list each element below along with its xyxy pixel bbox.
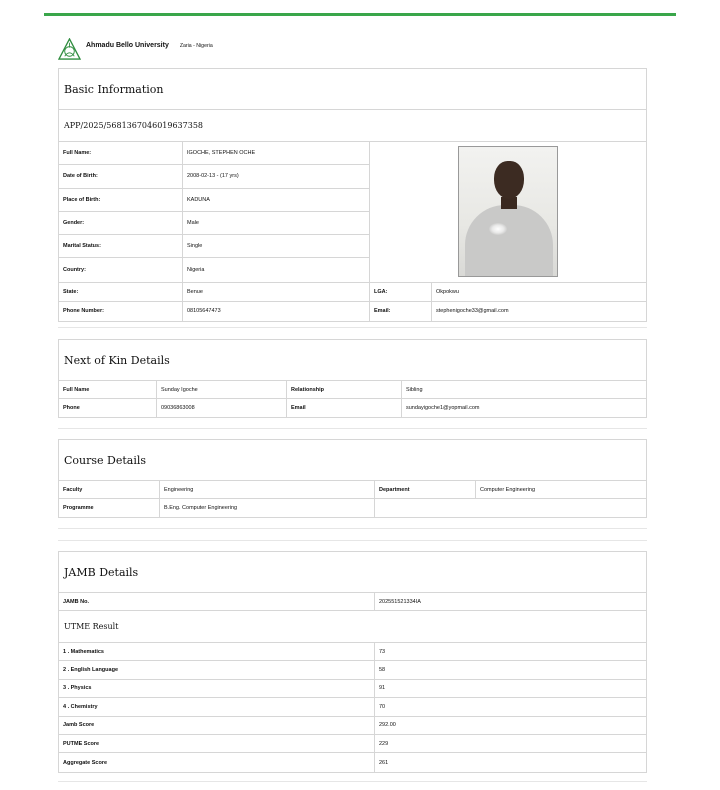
phone-email-row: [59, 302, 646, 321]
putme-score-label: PUTME Score: [59, 735, 375, 752]
info-row: [59, 165, 369, 188]
subject-label: 1 . Mathematics: [59, 643, 375, 660]
jamb-no-value: 202551521334IA: [379, 598, 421, 605]
kin-full-name-label: Full Name: [59, 381, 157, 398]
jamb-details-section: [58, 551, 647, 773]
divider: [58, 540, 647, 541]
field-label: Gender:: [59, 212, 183, 234]
course-details-section: [58, 439, 647, 518]
field-value: IGOCHE, STEPHEN OCHE: [187, 150, 256, 157]
kin-full-name-value: Sunday Igoche: [157, 381, 287, 398]
course-row: [59, 499, 646, 517]
empty-cell: [375, 499, 646, 517]
kin-email-value: sundayigoche1@yopmail.com: [406, 405, 480, 411]
subject-row: [59, 680, 646, 698]
kin-phone-label: Phone: [59, 399, 157, 417]
field-value: KADUNA: [187, 196, 210, 203]
phone-value: 08105647473: [183, 302, 370, 321]
programme-label: Programme: [59, 499, 160, 517]
putme-score-row: [59, 735, 646, 753]
kin-relationship-value: Sibling: [406, 386, 423, 393]
passport-photo: [458, 146, 558, 277]
subject-row: [59, 643, 646, 661]
email-label: Email:: [370, 302, 432, 321]
aggregate-score-row: [59, 753, 646, 771]
kin-email-label: Email: [287, 399, 402, 417]
info-row: [59, 258, 369, 281]
divider: [58, 781, 647, 782]
passport-photo-cell: [370, 142, 646, 281]
aggregate-score-label: Aggregate Score: [59, 753, 375, 771]
email-value: stephenigoche33@gmail.com: [436, 308, 509, 315]
state-lga-row: [59, 283, 646, 302]
subject-row: [59, 698, 646, 716]
subject-label: 3 . Physics: [59, 680, 375, 697]
info-row: [59, 212, 369, 235]
jamb-score-value: 292.00: [379, 722, 396, 729]
divider: [58, 528, 647, 529]
kin-phone-value: 09036863008: [157, 399, 287, 417]
field-value: Single: [187, 243, 203, 250]
course-row: [59, 481, 646, 499]
subject-label: 4 . Chemistry: [59, 698, 375, 715]
university-header: [58, 37, 213, 61]
subject-score: 70: [379, 703, 386, 710]
field-value: 2008-02-13 - (17 yrs): [187, 173, 239, 180]
subject-score: 58: [379, 667, 386, 674]
putme-score-value: 229: [379, 740, 389, 747]
programme-value: B.Eng. Computer Engineering: [160, 499, 375, 517]
university-name: Ahmadu Bello University: [86, 41, 169, 49]
info-row: [59, 189, 369, 212]
jamb-no-label: JAMB No.: [59, 593, 375, 610]
lga-label: LGA:: [370, 283, 432, 301]
application-number: APP/2025/568136704601963735​8: [59, 110, 646, 142]
kin-row: [59, 399, 646, 417]
department-value: Computer Engineering: [480, 486, 536, 493]
utme-result-title: UTME Result: [59, 611, 646, 643]
field-value: Nigeria: [187, 267, 205, 274]
section-title: Course Details: [59, 440, 646, 481]
basic-information-section: [58, 68, 647, 322]
divider: [58, 428, 647, 429]
field-label: Date of Birth:: [59, 165, 183, 187]
section-title: Next of Kin Details: [59, 340, 646, 381]
state-label: State:: [59, 283, 183, 301]
subject-score: 91: [379, 685, 386, 692]
section-title: Basic Information: [59, 69, 646, 110]
university-location: Zaria - Nigeria: [179, 43, 213, 49]
kin-relationship-label: Relationship: [287, 381, 402, 398]
top-accent-bar: [44, 13, 676, 16]
faculty-label: Faculty: [59, 481, 160, 498]
next-of-kin-section: [58, 339, 647, 418]
field-label: Full Name:: [59, 142, 183, 164]
section-title: JAMB Details: [59, 552, 646, 593]
field-value: Male: [187, 220, 199, 227]
jamb-score-label: Jamb Score: [59, 717, 375, 734]
divider: [58, 327, 647, 328]
subject-row: [59, 661, 646, 679]
state-value: Benue: [183, 283, 370, 301]
subject-label: 2 . English Language: [59, 661, 375, 678]
subject-score: 73: [379, 648, 386, 655]
phone-label: Phone Number:: [59, 302, 183, 321]
field-label: Country:: [59, 258, 183, 281]
field-label: Marital Status:: [59, 235, 183, 257]
lga-value: Okpokwu: [436, 288, 459, 295]
info-row: [59, 235, 369, 258]
aggregate-score-value: 261: [379, 759, 389, 766]
field-label: Place of Birth:: [59, 189, 183, 211]
kin-row: [59, 381, 646, 399]
jamb-row: [59, 593, 646, 611]
abu-crest-icon: [58, 38, 81, 61]
faculty-value: Engineering: [160, 481, 375, 498]
department-label: Department: [375, 481, 476, 498]
info-row: [59, 142, 369, 165]
jamb-score-row: [59, 717, 646, 735]
